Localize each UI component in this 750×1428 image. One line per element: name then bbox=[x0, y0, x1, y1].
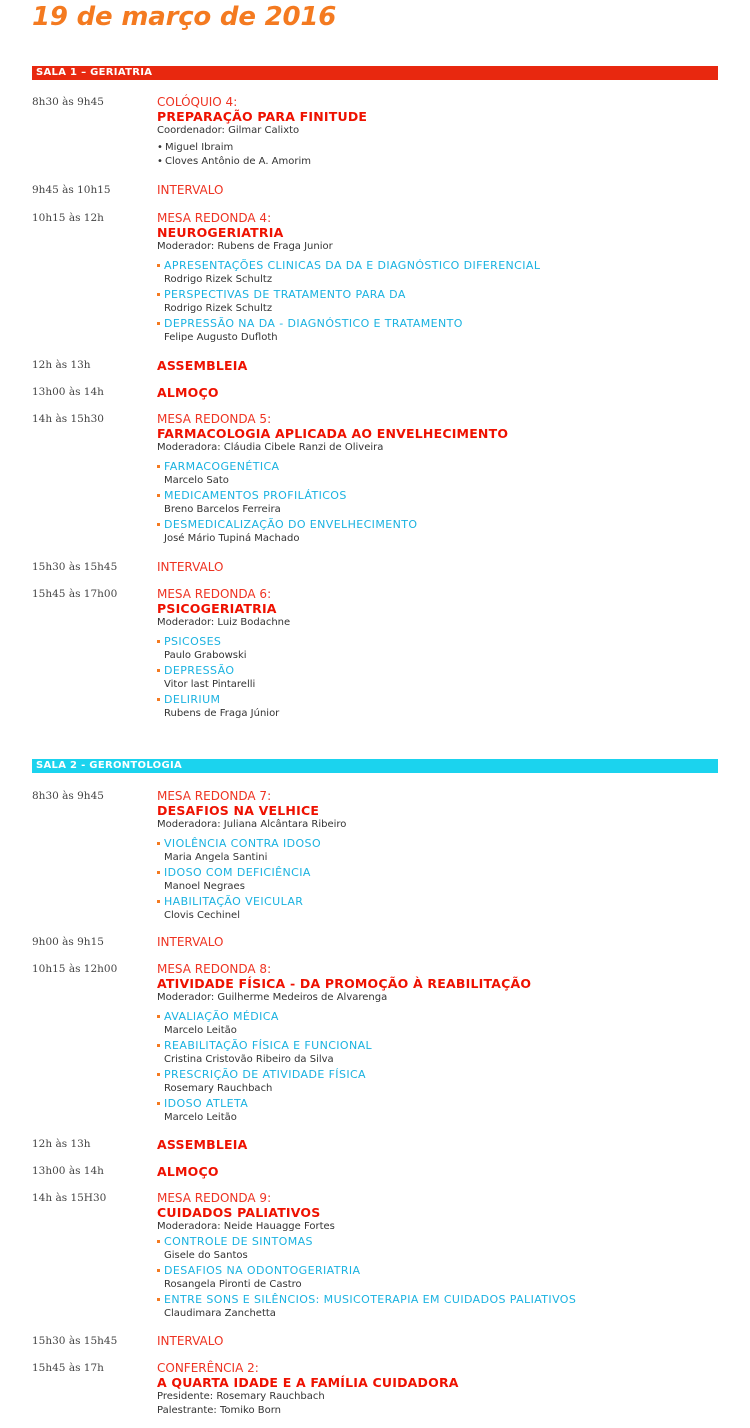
talk-item bbox=[157, 1039, 727, 1067]
talk-speaker: José Mário Tupiná Machado bbox=[164, 533, 300, 544]
square-bullet-icon bbox=[157, 293, 160, 296]
square-bullet-icon bbox=[157, 842, 160, 845]
talk-item bbox=[157, 1293, 727, 1321]
talk-item bbox=[157, 693, 727, 721]
session-kicker: MESA REDONDA 6: bbox=[157, 587, 272, 601]
sala-1-header: SALA 1 – GERIATRIA bbox=[32, 66, 718, 80]
session-time: 13h00 às 14h bbox=[32, 386, 104, 398]
talk-speaker: Manoel Negraes bbox=[164, 881, 245, 892]
talk-title: HABILITAÇÃO VEICULAR bbox=[164, 895, 304, 908]
talk-title: MEDICAMENTOS PROFILÁTICOS bbox=[164, 489, 347, 502]
square-bullet-icon bbox=[157, 1240, 160, 1243]
square-bullet-icon bbox=[157, 871, 160, 874]
talk-speaker: Rosemary Rauchbach bbox=[164, 1083, 273, 1094]
talk-title: DEPRESSÃO bbox=[164, 664, 235, 677]
session-time: 10h15 às 12h00 bbox=[32, 963, 118, 975]
talk-speaker: Marcelo Leitão bbox=[164, 1112, 237, 1123]
session-moderator: Coordenador: Gilmar Calixto bbox=[157, 125, 300, 136]
session-time: 14h às 15H30 bbox=[32, 1192, 107, 1204]
session-moderator: Moderadora: Juliana Alcântara Ribeiro bbox=[157, 819, 347, 830]
session-kicker: INTERVALO bbox=[157, 1334, 224, 1348]
square-bullet-icon bbox=[157, 669, 160, 672]
square-bullet-icon bbox=[157, 1015, 160, 1018]
session-time: 13h00 às 14h bbox=[32, 1165, 104, 1177]
square-bullet-icon bbox=[157, 264, 160, 267]
talk-speaker: Maria Angela Santini bbox=[164, 852, 268, 863]
talk-speaker: Rodrigo Rizek Schultz bbox=[164, 274, 273, 285]
session-moderator: Moderador: Luiz Bodachne bbox=[157, 617, 291, 628]
session-moderator: Moderadora: Neide Hauagge Fortes bbox=[157, 1221, 335, 1232]
session-heading: PREPARAÇÃO PARA FINITUDE bbox=[157, 109, 368, 124]
participant-name: Cloves Antônio de A. Amorim bbox=[165, 156, 312, 167]
session-heading: ALMOÇO bbox=[157, 1164, 219, 1179]
participant-list bbox=[157, 141, 727, 169]
talk-list bbox=[157, 635, 727, 721]
talk-item bbox=[157, 664, 727, 692]
session-heading: PSICOGERIATRIA bbox=[157, 601, 277, 616]
session-kicker: CONFERÊNCIA 2: bbox=[157, 1361, 259, 1375]
bullet-icon: • bbox=[157, 156, 163, 167]
talk-item bbox=[157, 259, 727, 287]
session-content bbox=[157, 560, 727, 574]
session-heading: ASSEMBLEIA bbox=[157, 1137, 248, 1152]
talk-list bbox=[157, 1235, 727, 1321]
participant-item bbox=[157, 155, 727, 169]
participant-item bbox=[157, 141, 727, 155]
session-heading: A QUARTA IDADE E A FAMÍLIA CUIDADORA bbox=[157, 1375, 459, 1390]
talk-item bbox=[157, 1235, 727, 1263]
session-time: 9h45 às 10h15 bbox=[32, 184, 111, 196]
talk-title: DESMEDICALIZAÇÃO DO ENVELHECIMENTO bbox=[164, 518, 418, 531]
session-time: 8h30 às 9h45 bbox=[32, 96, 104, 108]
talk-title: IDOSO COM DEFICIÊNCIA bbox=[164, 866, 311, 879]
square-bullet-icon bbox=[157, 640, 160, 643]
talk-title: APRESENTAÇÕES CLINICAS DA DA E DIAGNÓSTICO DIFERENCIAL bbox=[164, 259, 541, 272]
talk-speaker: Claudimara Zanchetta bbox=[164, 1308, 276, 1319]
talk-title: PRESCRIÇÃO DE ATIVIDADE FÍSICA bbox=[164, 1068, 366, 1081]
talk-item bbox=[157, 837, 727, 865]
session-time: 14h às 15h30 bbox=[32, 413, 104, 425]
session-content bbox=[157, 358, 727, 373]
session-content bbox=[157, 211, 727, 346]
talk-speaker: Cristina Cristovão Ribeiro da Silva bbox=[164, 1054, 334, 1065]
session-time: 12h às 13h bbox=[32, 359, 91, 371]
talk-speaker: Gisele do Santos bbox=[164, 1250, 248, 1261]
talk-speaker: Breno Barcelos Ferreira bbox=[164, 504, 281, 515]
session-kicker: INTERVALO bbox=[157, 183, 224, 197]
talk-speaker: Paulo Grabowski bbox=[164, 650, 247, 661]
session-kicker: MESA REDONDA 4: bbox=[157, 211, 272, 225]
talk-item bbox=[157, 460, 727, 488]
session-kicker: COLÓQUIO 4: bbox=[157, 95, 238, 109]
session-content bbox=[157, 935, 727, 949]
square-bullet-icon bbox=[157, 1269, 160, 1272]
session-kicker: MESA REDONDA 8: bbox=[157, 962, 272, 976]
session-content bbox=[157, 385, 727, 400]
talk-item bbox=[157, 635, 727, 663]
sala-2-header: SALA 2 - GERONTOLOGIA bbox=[32, 759, 718, 773]
talk-list bbox=[157, 837, 727, 923]
session-heading: ATIVIDADE FÍSICA - DA PROMOÇÃO À REABILITAÇÃO bbox=[157, 976, 532, 991]
session-heading: FARMACOLOGIA APLICADA AO ENVELHECIMENTO bbox=[157, 426, 509, 441]
session-moderator: Presidente: Rosemary Rauchbach bbox=[157, 1391, 325, 1402]
participant-name: Miguel Ibraim bbox=[165, 142, 234, 153]
session-time: 15h45 às 17h bbox=[32, 1362, 104, 1374]
talk-speaker: Felipe Augusto Dufloth bbox=[164, 332, 278, 343]
square-bullet-icon bbox=[157, 1073, 160, 1076]
talk-title: REABILITAÇÃO FÍSICA E FUNCIONAL bbox=[164, 1039, 373, 1052]
talk-title: PSICOSES bbox=[164, 635, 222, 648]
square-bullet-icon bbox=[157, 322, 160, 325]
session-time: 15h30 às 15h45 bbox=[32, 1335, 118, 1347]
talk-speaker: Rodrigo Rizek Schultz bbox=[164, 303, 273, 314]
talk-speaker: Vitor last Pintarelli bbox=[164, 679, 256, 690]
session-content bbox=[157, 587, 727, 722]
session-time: 12h às 13h bbox=[32, 1138, 91, 1150]
talk-list bbox=[157, 259, 727, 345]
session-content bbox=[157, 95, 727, 169]
session-moderator: Moderador: Guilherme Medeiros de Alvarenga bbox=[157, 992, 388, 1003]
talk-item bbox=[157, 317, 727, 345]
session-moderator: Moderador: Rubens de Fraga Junior bbox=[157, 241, 333, 252]
square-bullet-icon bbox=[157, 1298, 160, 1301]
session-heading: NEUROGERIATRIA bbox=[157, 225, 284, 240]
talk-speaker: Rosangela Pironti de Castro bbox=[164, 1279, 302, 1290]
square-bullet-icon bbox=[157, 1044, 160, 1047]
talk-title: VIOLÊNCIA CONTRA IDOSO bbox=[164, 837, 321, 850]
talk-speaker: Clovis Cechinel bbox=[164, 910, 240, 921]
session-heading: CUIDADOS PALIATIVOS bbox=[157, 1205, 321, 1220]
talk-list bbox=[157, 460, 727, 546]
session-content bbox=[157, 1164, 727, 1179]
talk-item bbox=[157, 288, 727, 316]
talk-item bbox=[157, 1264, 727, 1292]
session-kicker: MESA REDONDA 7: bbox=[157, 789, 272, 803]
talk-title: PERSPECTIVAS DE TRATAMENTO PARA DA bbox=[164, 288, 406, 301]
talk-title: DESAFIOS NA ODONTOGERIATRIA bbox=[164, 1264, 361, 1277]
talk-item bbox=[157, 1010, 727, 1038]
talk-title: ENTRE SONS E SILÊNCIOS: MUSICOTERAPIA EM CUIDADOS PALIATIVOS bbox=[164, 1293, 577, 1306]
talk-item bbox=[157, 895, 727, 923]
talk-item bbox=[157, 518, 727, 546]
session-time: 10h15 às 12h bbox=[32, 212, 104, 224]
talk-title: AVALIAÇÃO MÉDICA bbox=[164, 1010, 279, 1023]
session-content bbox=[157, 1191, 727, 1322]
session-content bbox=[157, 1361, 727, 1418]
talk-item bbox=[157, 866, 727, 894]
session-kicker: MESA REDONDA 5: bbox=[157, 412, 272, 426]
session-kicker: INTERVALO bbox=[157, 935, 224, 949]
square-bullet-icon bbox=[157, 698, 160, 701]
square-bullet-icon bbox=[157, 1102, 160, 1105]
session-heading: DESAFIOS NA VELHICE bbox=[157, 803, 320, 818]
talk-item bbox=[157, 1097, 727, 1125]
session-heading: ALMOÇO bbox=[157, 385, 219, 400]
talk-title: CONTROLE DE SINTOMAS bbox=[164, 1235, 313, 1248]
square-bullet-icon bbox=[157, 900, 160, 903]
talk-speaker: Rubens de Fraga Júnior bbox=[164, 708, 280, 719]
session-time: 8h30 às 9h45 bbox=[32, 790, 104, 802]
session-time: 9h00 às 9h15 bbox=[32, 936, 104, 948]
session-content bbox=[157, 183, 727, 197]
square-bullet-icon bbox=[157, 465, 160, 468]
talk-speaker: Marcelo Leitão bbox=[164, 1025, 237, 1036]
day-title: 19 de março de 2016 bbox=[32, 2, 337, 32]
session-moderator: Moderadora: Cláudia Cibele Ranzi de Oliveira bbox=[157, 442, 384, 453]
session-time: 15h30 às 15h45 bbox=[32, 561, 118, 573]
talk-title: FARMACOGENÉTICA bbox=[164, 460, 280, 473]
talk-title: DEPRESSÃO NA DA - DIAGNÓSTICO E TRATAMENTO bbox=[164, 317, 463, 330]
talk-title: DELIRIUM bbox=[164, 693, 221, 706]
session-moderator: Palestrante: Tomiko Born bbox=[157, 1405, 281, 1416]
square-bullet-icon bbox=[157, 523, 160, 526]
talk-item bbox=[157, 489, 727, 517]
talk-speaker: Marcelo Sato bbox=[164, 475, 229, 486]
session-content bbox=[157, 789, 727, 924]
talk-title: IDOSO ATLETA bbox=[164, 1097, 249, 1110]
session-content bbox=[157, 412, 727, 547]
bullet-icon: • bbox=[157, 142, 163, 153]
session-content bbox=[157, 962, 727, 1126]
session-content bbox=[157, 1137, 727, 1152]
session-content bbox=[157, 1334, 727, 1348]
session-heading: ASSEMBLEIA bbox=[157, 358, 248, 373]
square-bullet-icon bbox=[157, 494, 160, 497]
session-kicker: INTERVALO bbox=[157, 560, 224, 574]
talk-list bbox=[157, 1010, 727, 1125]
session-kicker: MESA REDONDA 9: bbox=[157, 1191, 272, 1205]
talk-item bbox=[157, 1068, 727, 1096]
session-time: 15h45 às 17h00 bbox=[32, 588, 118, 600]
